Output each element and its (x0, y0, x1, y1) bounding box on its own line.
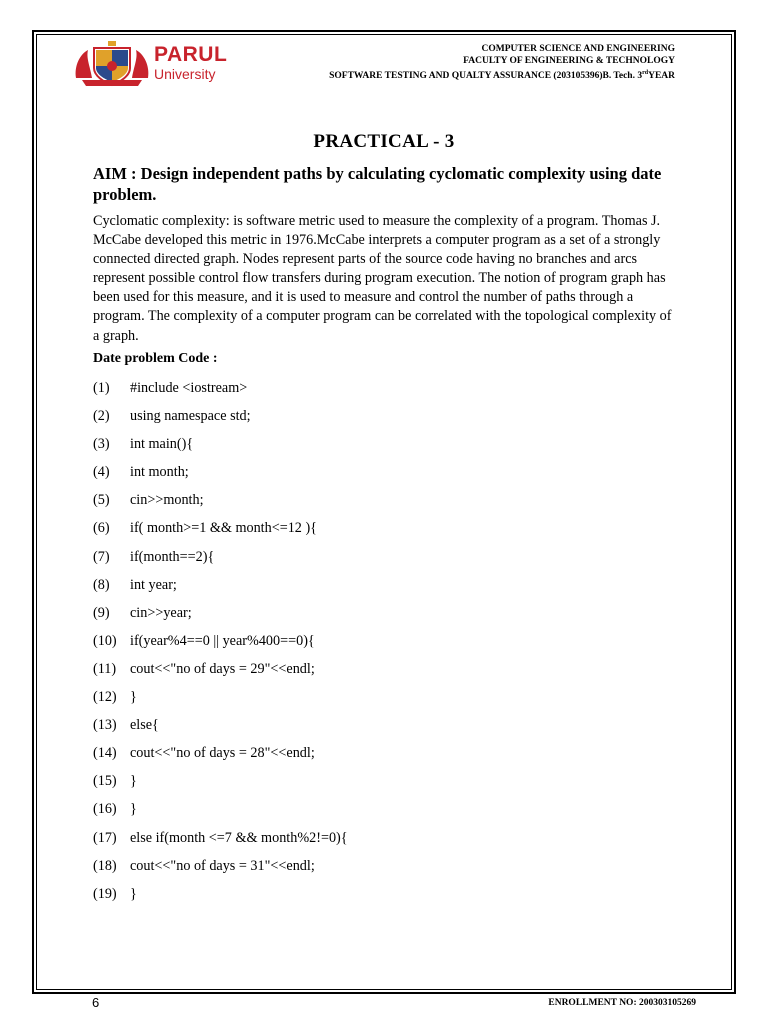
code-line-text: cout<<"no of days = 28"<<endl; (130, 745, 315, 762)
code-line (93, 406, 653, 434)
code-line (93, 490, 653, 518)
code-line-number: (3) (93, 436, 110, 453)
code-line (93, 828, 653, 856)
code-line-number: (5) (93, 492, 110, 509)
code-line (93, 631, 653, 659)
header-faculty: FACULTY OF ENGINEERING & TECHNOLOGY (463, 56, 675, 66)
code-line (93, 434, 653, 462)
code-line (93, 462, 653, 490)
header-course (329, 67, 675, 82)
code-line-number: (10) (93, 632, 117, 649)
practical-title: PRACTICAL - 3 (313, 131, 455, 152)
code-line (93, 518, 653, 546)
code-line-text: else{ (130, 717, 159, 734)
code-line-text: } (130, 689, 137, 706)
code-line-text: if(month==2){ (130, 548, 215, 565)
code-heading: Date problem Code : (93, 351, 218, 366)
code-line-number: (2) (93, 408, 110, 425)
code-line (93, 884, 653, 912)
code-line-text: if(year%4==0 || year%400==0){ (130, 632, 315, 649)
code-line-text: int month; (130, 464, 189, 481)
code-line-text: } (130, 773, 137, 790)
code-line-text: int main(){ (130, 436, 194, 453)
code-line-number: (19) (93, 885, 117, 902)
code-line-text: cin>>year; (130, 604, 192, 621)
page-number: 6 (92, 995, 100, 1010)
university-crest-icon (72, 38, 152, 88)
header-course-text: SOFTWARE TESTING AND QUALTY ASSURANCE (203105396)B. Tech. 3 (329, 71, 643, 82)
code-line-number: (13) (93, 717, 117, 734)
code-line (93, 687, 653, 715)
code-line (93, 659, 653, 687)
code-line-number: (18) (93, 857, 117, 874)
code-line (93, 715, 653, 743)
code-line-text: cout<<"no of days = 31"<<endl; (130, 857, 315, 874)
enrollment-number: ENROLLMENT NO: 200303105269 (548, 998, 696, 1008)
code-line-text: if( month>=1 && month<=12 ){ (130, 520, 317, 537)
header-course-year: YEAR (648, 71, 675, 82)
document-header (329, 43, 675, 82)
code-line (93, 547, 653, 575)
code-line (93, 856, 653, 884)
code-line-text: } (130, 885, 137, 902)
code-line (93, 799, 653, 827)
code-line-text: cin>>month; (130, 492, 204, 509)
code-line-number: (4) (93, 464, 110, 481)
code-line-text: #include <iostream> (130, 380, 248, 396)
aim-statement: AIM : Design independent paths by calculating cyclomatic complexity using date problem. (93, 164, 662, 204)
code-line-number: (17) (93, 829, 117, 846)
code-line (93, 378, 653, 406)
logo-name: PARUL (154, 43, 228, 66)
header-department: COMPUTER SCIENCE AND ENGINEERING (481, 44, 675, 54)
code-line-number: (8) (93, 576, 110, 593)
code-listing (93, 378, 653, 912)
intro-paragraph: Cyclomatic complexity: is software metric used to measure the complexity of a program. Thomas J. McCabe developed this metric in 1976.McCabe interprets a computer program as a set of a strongly connected directed graph. Nodes represent parts of the source code having no branches and arcs represent possible control flow transfers during program execution. The notion of program graph has been used for this measure, and it is used to measure and control the number of paths through a program. The complexity of a computer program can be correlated with the topological complexity of a graph. (93, 213, 672, 344)
code-line (93, 743, 653, 771)
code-line-number: (1) (93, 380, 110, 396)
header-course-sup: rd (642, 70, 649, 76)
university-logo (72, 38, 232, 88)
code-line-text: else if(month <=7 && month%2!=0){ (130, 829, 348, 846)
code-line (93, 575, 653, 603)
code-line-number: (15) (93, 773, 117, 790)
logo-subtitle: University (154, 66, 216, 82)
code-line (93, 771, 653, 799)
code-line-number: (9) (93, 604, 110, 621)
code-line-number: (7) (93, 548, 110, 565)
code-line-number: (12) (93, 689, 117, 706)
code-line-text: using namespace std; (130, 408, 251, 425)
code-line-number: (11) (93, 660, 117, 677)
code-line-text: int year; (130, 576, 177, 593)
code-line (93, 603, 653, 631)
code-line-number: (14) (93, 745, 117, 762)
code-line-text: } (130, 801, 137, 818)
code-line-number: (6) (93, 520, 110, 537)
code-line-number: (16) (93, 801, 117, 818)
code-line-text: cout<<"no of days = 29"<<endl; (130, 660, 315, 677)
